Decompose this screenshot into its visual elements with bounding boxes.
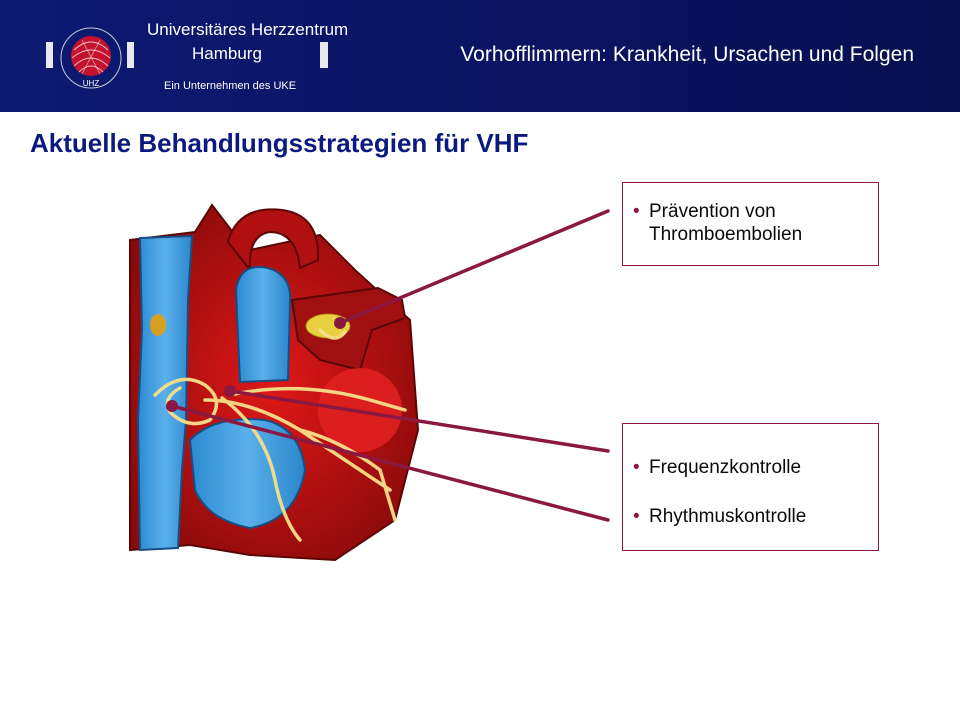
list-item bbox=[623, 456, 878, 479]
bullet: • bbox=[633, 201, 640, 222]
list-item bbox=[623, 200, 878, 246]
bullet: • bbox=[633, 457, 640, 478]
callout-prevention bbox=[622, 182, 879, 266]
logo-name-line1: Universitäres Herzzentrum bbox=[147, 20, 349, 39]
logo-name-line2: Hamburg bbox=[192, 44, 262, 63]
pulmonary-artery bbox=[236, 267, 290, 382]
bullet: • bbox=[633, 506, 640, 527]
svg-text:UHZ: UHZ bbox=[82, 79, 100, 88]
callout-text-frequency: Frequenzkontrolle bbox=[649, 457, 802, 478]
presentation-title: Vorhofflimmern: Krankheit, Ursachen und Folgen bbox=[460, 43, 914, 66]
logo-subline: Ein Unternehmen des UKE bbox=[164, 80, 297, 92]
connector-dot-sa-node bbox=[166, 400, 178, 412]
connector-dot-appendage bbox=[334, 317, 346, 329]
callout-text-rhythm: Rhythmuskontrolle bbox=[649, 506, 807, 527]
callout-text-prevention: Prävention von Thromboembolien bbox=[649, 201, 803, 245]
callout-control bbox=[622, 423, 879, 551]
slide-title: Aktuelle Behandlungsstrategien für VHF bbox=[30, 128, 529, 158]
connector-dot-av-node bbox=[224, 385, 236, 397]
list-item bbox=[623, 505, 878, 528]
